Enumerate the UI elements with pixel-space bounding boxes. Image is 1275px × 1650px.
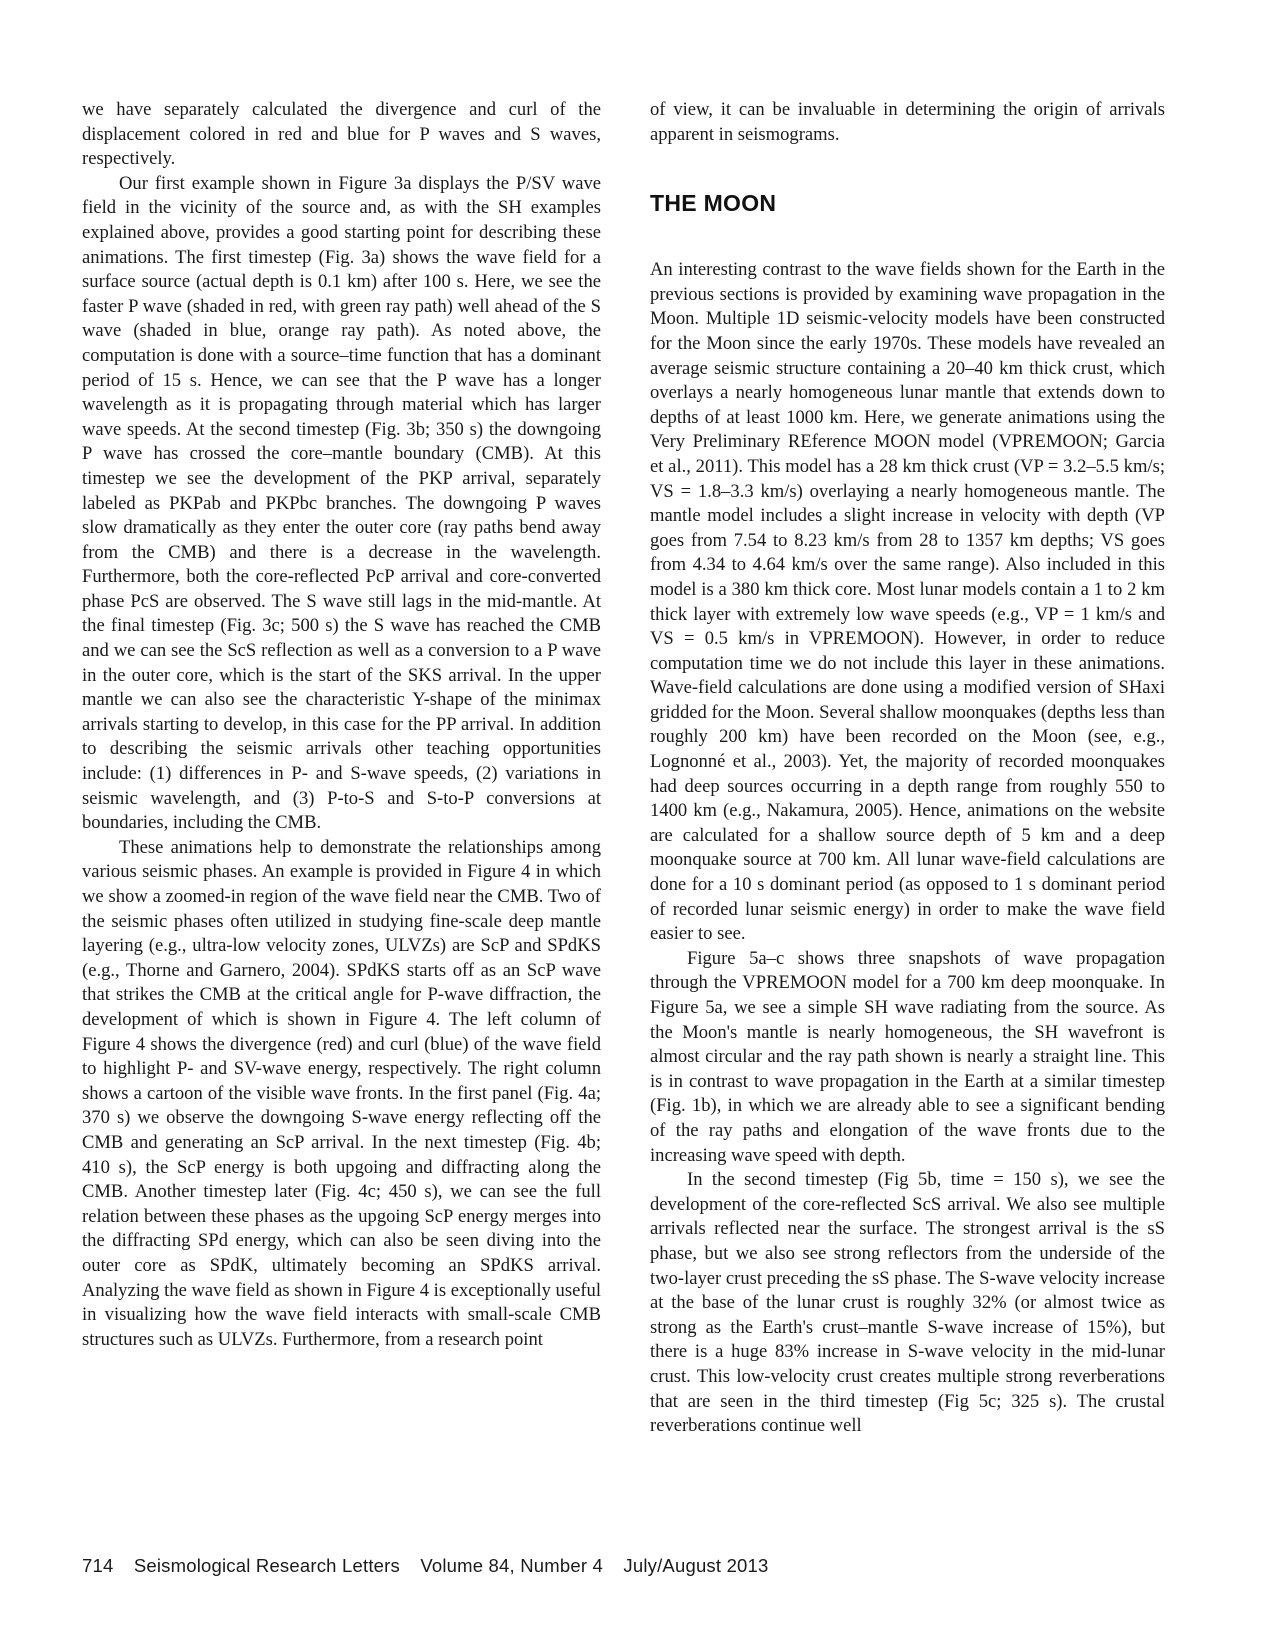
page-footer: [82, 1555, 784, 1577]
paragraph-figure-4: These animations help to demonstrate the relationships among various seismic phases. An example is provided in Figure 4 in which we show a zoomed-in region of the wave field near the CMB. Two of the seismic phases often utilized in studying fine-scale deep mantle layering (e.g., ultra-low velocity zones, ULVZs) are ScP and SPdKS (e.g., Thorne and Garnero, 2004). SPdKS starts off as an ScP wave that strikes the CMB at the critical angle for P-wave diffraction, the development of which is shown in Figure 4. The left column of Figure 4 shows the divergence (red) and curl (blue) of the wave field to highlight P- and SV-wave energy, respectively. The right column shows a cartoon of the visible wave fronts. In the first panel (Fig. 4a; 370 s) we observe the downgoing S-wave energy reflecting off the CMB and generating an ScP arrival. In the next timestep (Fig. 4b; 410 s), the ScP energy is both upgoing and diffracting along the CMB. Another timestep later (Fig. 4c; 450 s), we can see the full relation between these phases as the upgoing ScP energy merges into the diffracting SPd energy, which can also be seen diving into the outer core as SPdK, ultimately becoming an SPdKS arrival. Analyzing the wave field as shown in Figure 4 is exceptionally useful in visualizing how the wave field interacts with small-scale CMB structures such as ULVZs. Furthermore, from a research point: [82, 836, 601, 1350]
paragraph-figure-3: Our first example shown in Figure 3a displays the P/SV wave field in the vicinity of the source and, as with the SH examples explained above, provides a good starting point for describing these animations. The first timestep (Fig. 3a) shows the wave field for a surface source (actual depth is 0.1 km) after 100 s. Here, we see the faster P wave (shaded in red, with green ray path) well ahead of the S wave (shaded in blue, orange ray path). As noted above, the computation is done with a source–time function that has a dominant period of 15 s. Hence, we can see that the P wave has a longer wavelength as it is propagating through material which has larger wave speeds. At the second timestep (Fig. 3b; 350 s) the downgoing P wave has crossed the core–mantle boundary (CMB). At this timestep we see the development of the PKP arrival, separately labeled as PKPab and PKPbc branches. The downgoing P waves slow dramatically as they enter the outer core (ray paths bend away from the CMB) and there is a decrease in the wavelength. Furthermore, both the core-reflected PcP arrival and core-converted phase PcS are observed. The S wave still lags in the mid-mantle. At the final timestep (Fig. 3c; 500 s) the S wave has reached the CMB and we can see the ScS reflection as well as a conversion to a P wave in the outer core, which is the start of the SKS arrival. In the upper mantle we can also see the characteristic Y-shape of the minimax arrivals starting to develop, in this case for the PP arrival. In addition to describing the seismic arrivals other teaching opportunities include: (1) differences in P- and S-wave speeds, (2) variations in seismic wavelength, and (3) P-to-S and S-to-P conversions at boundaries, including the CMB.: [82, 172, 601, 834]
page-number: 714: [82, 1555, 114, 1576]
journal-name: Seismological Research Letters: [133, 1555, 400, 1576]
section-heading: THE MOON: [650, 190, 777, 217]
issue-date: July/August 2013: [623, 1555, 769, 1576]
volume-issue: Volume 84, Number 4: [420, 1555, 604, 1576]
paragraph-moon-intro: An interesting contrast to the wave fields shown for the Earth in the previous sections is provided by examining wave propagation in the Moon. Multiple 1D seismic-velocity models have been constructed for the Moon since the early 1970s. These models have revealed an average seismic structure containing a 20–40 km thick crust, which overlays a nearly homogeneous lunar mantle that extends down to depths of at least 1000 km. Here, we generate animations using the Very Preliminary REference MOON model (VPREMOON; Garcia et al., 2011). This model has a 28 km thick crust (VP = 3.2–5.5 km/s; VS = 1.8–3.3 km/s) overlaying a nearly homogeneous mantle. The mantle model includes a slight increase in velocity with depth (VP goes from 7.54 to 8.23 km/s from 28 to 1357 km depths; VS goes from 4.34 to 4.64 km/s over the same range). Also included in this model is a 380 km thick core. Most lunar models contain a 1 to 2 km thick layer with extremely low wave speeds (e.g., VP = 1 km/s and VS = 0.5 km/s in VPREMOON). However, in order to reduce computation time we do not include this layer in these animations. Wave-field calculations are done using a modified version of SHaxi gridded for the Moon. Several shallow moonquakes (depths less than roughly 200 km) have been recorded on the Moon (see, e.g., Lognonné et al., 2003). Yet, the majority of recorded moonquakes had deep sources occurring in a depth range from roughly 550 to 1400 km (e.g., Nakamura, 2005). Hence, animations on the website are calculated for a shallow source depth of 5 km and a deep moonquake source at 700 km. All lunar wave-field calculations are done for a 10 s dominant period (as opposed to 1 s dominant period of recorded lunar seismic energy) in order to make the wave field easier to see.: [650, 259, 1165, 945]
paragraph-figure-5b: In the second timestep (Fig 5b, time = 150 s), we see the development of the core-reflected ScS arrival. We also see multiple arrivals reflected near the surface. The strongest arrival is the sS phase, but we also see strong reflectors from the underside of the two-layer crust preceding the sS phase. The S-wave velocity increase at the base of the lunar crust is roughly 32% (or almost twice as strong as the Earth's crust–mantle S-wave increase of 15%), but there is a huge 83% increase in S-wave velocity in the mid-lunar crust. This low-velocity crust creates multiple strong reverberations that are seen in the third timestep (Fig 5c; 325 s). The crustal reverberations continue well: [650, 1169, 1165, 1437]
paragraph-figure-5a: Figure 5a–c shows three snapshots of wave propagation through the VPREMOON model for a 700 km deep moonquake. In Figure 5a, we see a simple SH wave radiating from the source. As the Moon's mantle is nearly homogeneous, the SH wavefront is almost circular and the ray path shown is nearly a straight line. This is in contrast to wave propagation in the Earth at a similar timestep (Fig. 1b), in which we are already able to see a significant bending of the ray paths and elongation of the wave fronts due to the increasing wave speed with depth.: [650, 947, 1165, 1166]
paragraph-continued-right: of view, it can be invaluable in determining the origin of arrivals apparent in seismograms.: [650, 99, 1165, 145]
left-column: [82, 98, 601, 1352]
paragraph-continued: we have separately calculated the divergence and curl of the displacement colored in red and blue for P waves and S waves, respectively.: [82, 99, 601, 170]
right-column: [650, 98, 1165, 1439]
